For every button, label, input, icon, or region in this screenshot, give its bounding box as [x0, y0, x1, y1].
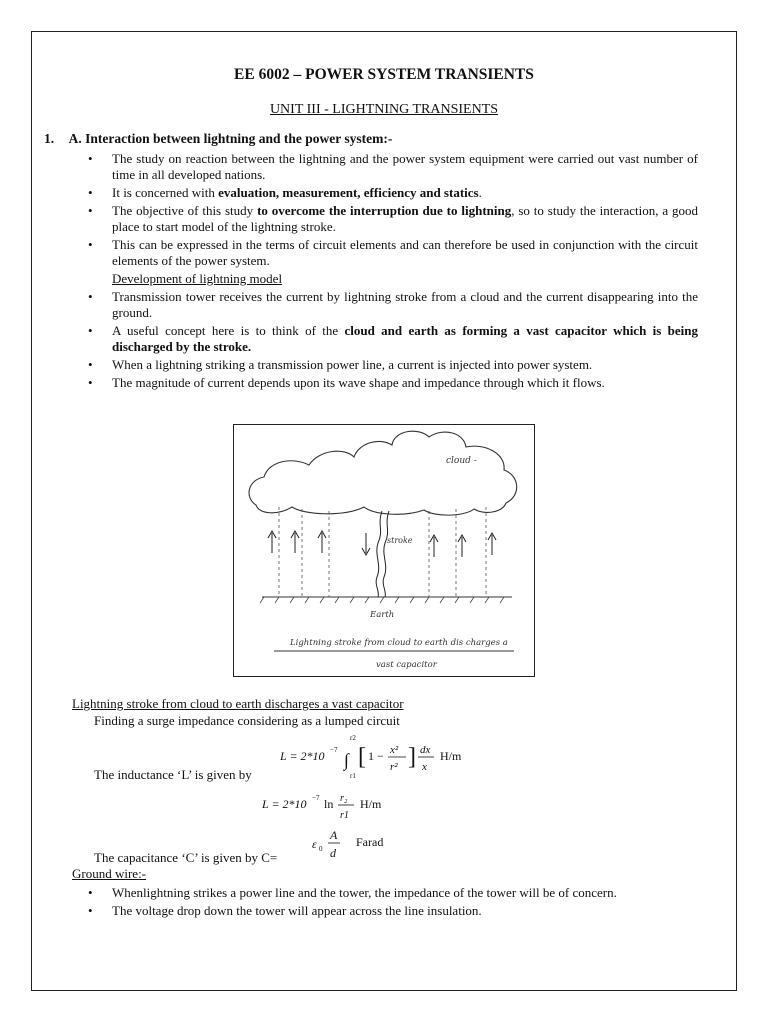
list-item: • The objective of this study to overcome the interruption due to lightning, so to study the interaction, a good place to start model of the lightning stroke.: [88, 203, 699, 234]
inductance-text: The inductance ‘L’ is given by: [94, 767, 252, 782]
svg-text:ln: ln: [324, 797, 334, 811]
list-item: • The magnitude of current depends upon its wave shape and impedance through which it flows.: [88, 375, 605, 390]
capacitance-equation: [312, 826, 412, 862]
svg-text:−7: −7: [330, 746, 338, 754]
section-number: 1.: [44, 131, 55, 146]
stroke-label: stroke: [387, 536, 413, 545]
section-heading: [44, 131, 392, 147]
list-item: • The study on reaction between the lightning and the power system equipment were carried out vast number of time in all developed nations.: [88, 151, 698, 182]
svg-text:L = 2*10: L = 2*10: [262, 797, 307, 811]
list-item: • It is concerned with evaluation, measurement, efficiency and statics.: [88, 185, 482, 200]
svg-text:−7: −7: [312, 794, 320, 802]
list-item: • Whenlightning strikes a power line and the tower, the impedance of the tower will be of concern.: [88, 885, 617, 900]
bullet-list-c: [88, 885, 698, 921]
list-item: • The voltage drop down the tower will appear across the line insulation.: [88, 903, 482, 918]
list-item: • When a lightning striking a transmission power line, a current is injected into power system.: [88, 357, 593, 372]
svg-text:dx: dx: [420, 744, 431, 756]
section-heading-text: A. Interaction between lightning and the power system:-: [68, 131, 393, 146]
figure-caption-line1: Lightning stroke from cloud to earth dis charges a: [290, 638, 508, 648]
svg-text:]: ]: [408, 744, 416, 770]
list-item: • Transmission tower receives the current by lightning stroke from a cloud and the current disappearing into the ground.: [88, 289, 698, 320]
unit-title: UNIT III - LIGHTNING TRANSIENTS: [269, 102, 499, 117]
inductance-equation-ln: [262, 788, 422, 824]
cloud-label: cloud -: [446, 456, 477, 466]
inductance-equation-integral: [280, 732, 480, 782]
svg-text:H/m: H/m: [440, 749, 462, 763]
svg-text:[: [: [358, 744, 366, 770]
svg-text:r2: r2: [350, 734, 356, 742]
svg-text:x: x: [422, 761, 427, 773]
subheading-lightning-model: Development of lightning model: [112, 271, 283, 286]
bullet-list-a: [88, 151, 698, 393]
list-item: • This can be expressed in the terms of circuit elements and can therefore be used in conjunction with the circuit elements of the power system.: [88, 237, 698, 268]
lightning-stroke: [376, 511, 382, 597]
earth-label: Earth: [370, 610, 395, 620]
svg-text:∫: ∫: [344, 750, 349, 770]
svg-text:r1: r1: [350, 772, 356, 780]
ground-wire-heading: Ground wire:-: [72, 866, 147, 881]
svg-text:ε: ε: [312, 837, 317, 851]
capacitance-text: The capacitance ‘C’ is given by C=: [94, 850, 278, 865]
svg-text:r₂: r₂: [340, 793, 348, 804]
cloud-outline: [249, 431, 517, 515]
svg-text:L = 2*10: L = 2*10: [280, 749, 325, 763]
svg-text:Farad: Farad: [356, 835, 384, 849]
svg-text:x²: x²: [390, 744, 399, 756]
svg-text:r²: r²: [390, 761, 398, 773]
surge-line: Finding a surge impedance considering as a lumped circuit: [94, 713, 400, 728]
figure-caption-line2: vast capacitor: [376, 660, 437, 670]
svg-text:0: 0: [319, 845, 323, 853]
svg-text:1 −: 1 −: [368, 749, 384, 763]
lightning-sketch: [234, 425, 533, 675]
lightning-figure: [233, 424, 535, 677]
svg-text:A: A: [330, 828, 338, 842]
svg-text:H/m: H/m: [360, 797, 382, 811]
svg-text:r1: r1: [340, 810, 349, 821]
list-item: • A useful concept here is to think of the cloud and earth as forming a vast capacitor which is being discharged by the stroke.: [88, 323, 698, 354]
figure-caption: Lightning stroke from cloud to earth discharges a vast capacitor: [72, 696, 404, 711]
document-title: EE 6002 – POWER SYSTEM TRANSIENTS: [234, 66, 534, 83]
svg-text:d: d: [330, 846, 336, 860]
